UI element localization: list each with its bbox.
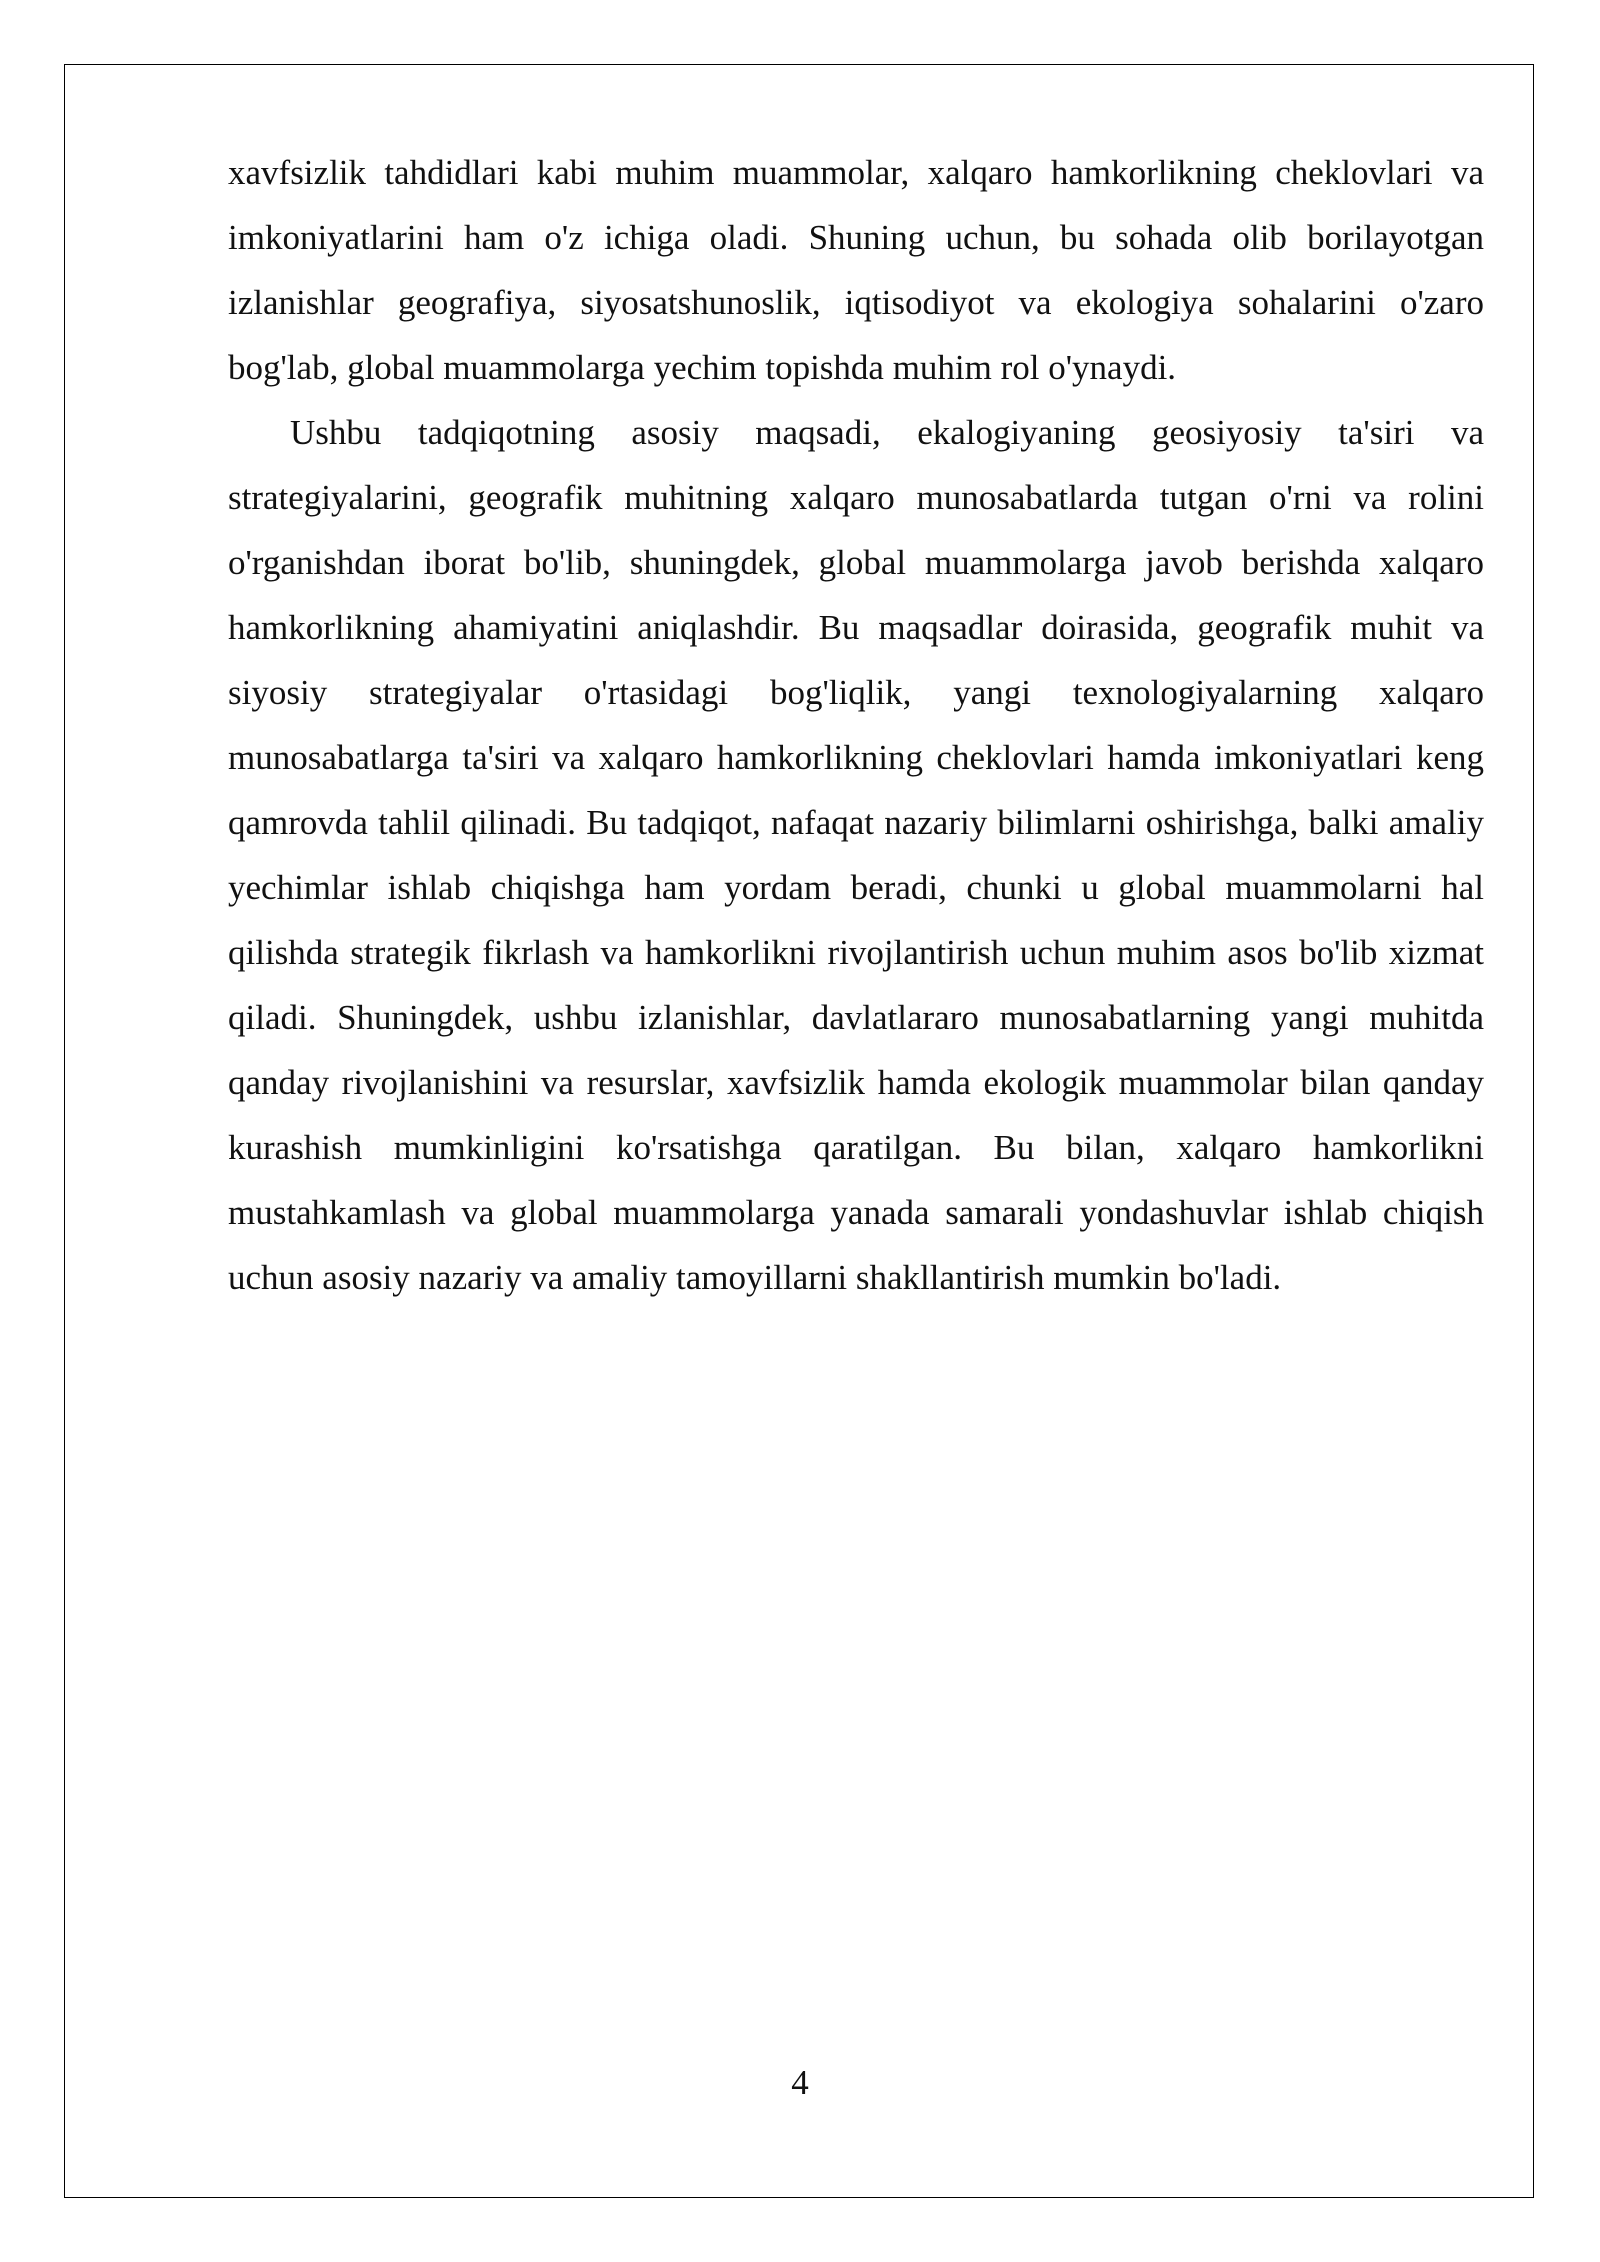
- document-body: [228, 140, 1484, 1310]
- paragraph-continuation: xavfsizlik tahdidlari kabi muhim muammolar, xalqaro hamkorlikning cheklovlari va imkoniyatlarini ham o'z ichiga oladi. Shuning uchun, bu sohada olib borilayotgan izlanishlar geografiya, siyosatshunoslik, iqtisodiyot va ekologiya sohalarini o'zaro bog'lab, global muammolarga yechim topishda muhim rol o'ynaydi.: [228, 153, 1484, 387]
- page-number: 4: [791, 2063, 809, 2102]
- paragraph-research-goal: Ushbu tadqiqotning asosiy maqsadi, ekalogiyaning geosiyosiy ta'siri va strategiyalarini, geografik muhitning xalqaro munosabatlarda tutgan o'rni va rolini o'rganishdan iborat bo'lib, shuningdek, global muammolarga javob berishda xalqaro hamkorlikning ahamiyatini aniqlashdir. Bu maqsadlar doirasida, geografik muhit va siyosiy strategiyalar o'rtasidagi bog'liqlik, yangi texnologiyalarning xalqaro munosabatlarga ta'siri va xalqaro hamkorlikning cheklovlari hamda imkoniyatlari keng qamrovda tahlil qilinadi. Bu tadqiqot, nafaqat nazariy bilimlarni oshirishga, balki amaliy yechimlar ishlab chiqishga ham yordam beradi, chunki u global muammolarni hal qilishda strategik fikrlash va hamkorlikni rivojlantirish uchun muhim asos bo'lib xizmat qiladi. Shuningdek, ushbu izlanishlar, davlatlararo munosabatlarning yangi muhitda qanday rivojlanishini va resurslar, xavfsizlik hamda ekologik muammolar bilan qanday kurashish mumkinligini ko'rsatishga qaratilgan. Bu bilan, xalqaro hamkorlikni mustahkamlash va global muammolarga yanada samarali yondashuvlar ishlab chiqish uchun asosiy nazariy va amaliy tamoyillarni shakllantirish mumkin bo'ladi.: [228, 413, 1484, 1297]
